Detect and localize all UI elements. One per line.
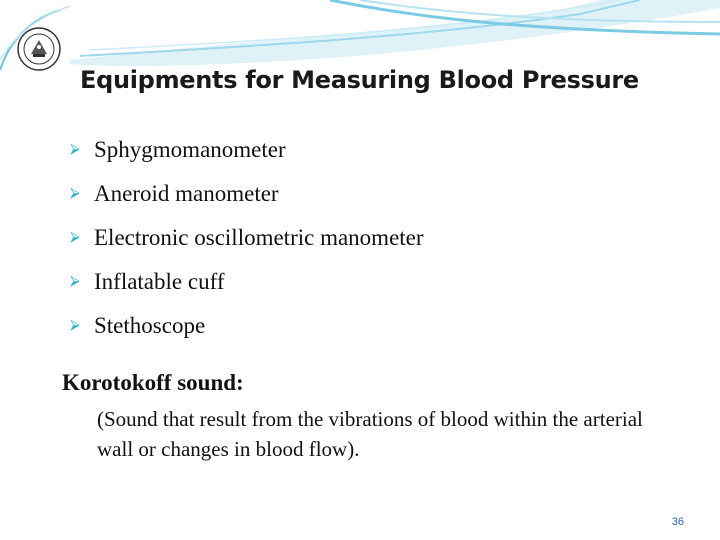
page-number: 36 — [671, 516, 684, 528]
list-item — [70, 216, 424, 260]
list-item-label: Stethoscope — [94, 313, 206, 338]
circle-arrow-bullet-icon: ⮚ — [70, 318, 80, 333]
list-item-label: Sphygmomanometer — [94, 137, 286, 162]
list-item — [70, 172, 424, 216]
circle-arrow-bullet-icon: ⮚ — [70, 274, 80, 289]
circle-arrow-bullet-icon: ⮚ — [70, 230, 80, 245]
list-item — [70, 260, 424, 304]
university-seal-logo-icon — [16, 26, 62, 72]
list-item-label: Electronic oscillometric manometer — [94, 225, 424, 250]
circle-arrow-bullet-icon: ⮚ — [70, 142, 80, 157]
list-item-label: Inflatable cuff — [94, 269, 225, 294]
list-item — [70, 304, 424, 348]
korotkoff-description: (Sound that result from the vibrations of blood within the arterial wall or changes in blood flow). — [97, 407, 643, 461]
korotkoff-heading: Korotokoff sound: — [62, 370, 244, 395]
circle-arrow-bullet-icon: ⮚ — [70, 186, 80, 201]
slide-title: Equipments for Measuring Blood Pressure — [80, 66, 639, 94]
list-item-label: Aneroid manometer — [94, 181, 279, 206]
list-item — [70, 128, 424, 172]
equipment-list — [70, 128, 424, 348]
